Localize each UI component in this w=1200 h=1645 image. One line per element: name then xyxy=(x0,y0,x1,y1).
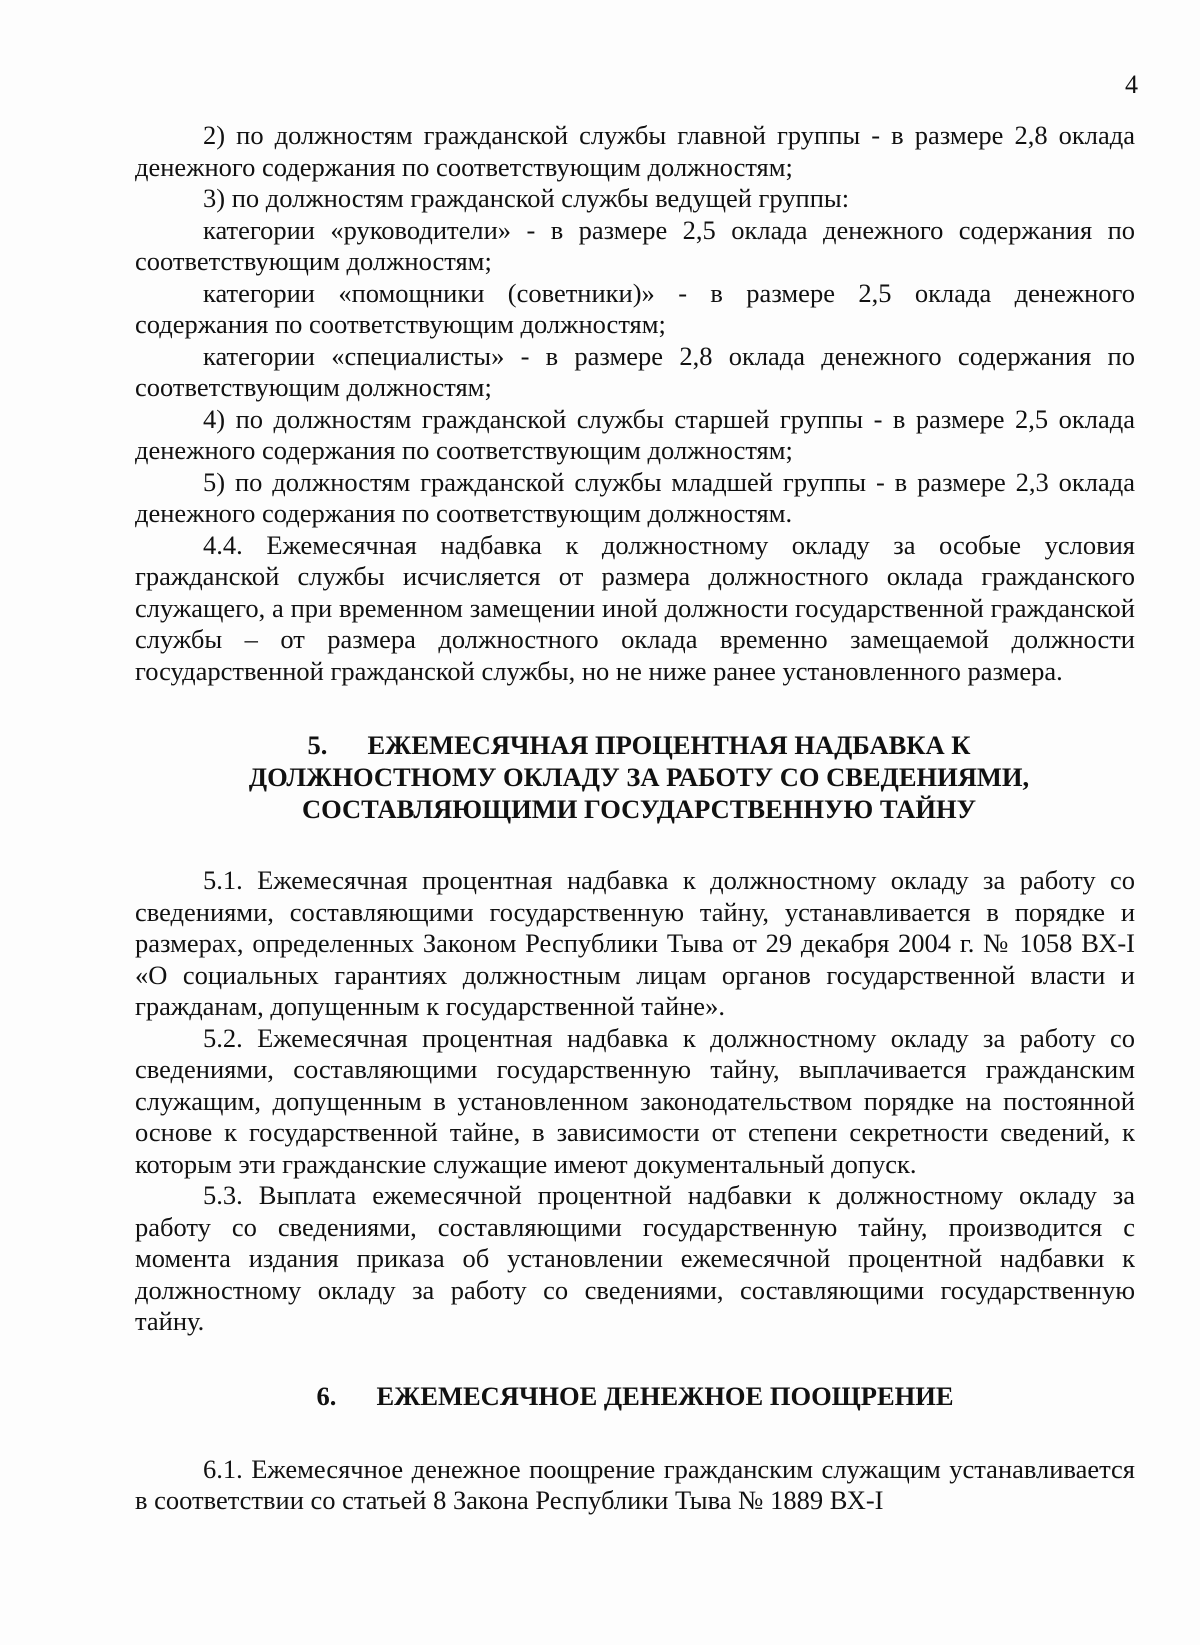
paragraph: 5.3. Выплата ежемесячной процентной надбавки к должностному окладу за работу со сведениями, составляющими государственную тайну, производится с момента издания приказа об установлении ежемесячной процентной надбавки к должностному окладу за работу со сведениями, составляющими государственную тайну. xyxy=(135,1180,1135,1336)
paragraph: категории «помощники (советники)» - в размере 2,5 оклада денежного содержания по соответствующим должностям; xyxy=(135,277,1135,339)
paragraph: 3) по должностям гражданской службы ведущей группы: xyxy=(203,183,850,213)
section-5-title-line xyxy=(143,729,1135,761)
paragraph: категории «руководители» - в размере 2,5 оклада денежного содержания по соответствующим должностям; xyxy=(135,214,1135,276)
section-5-title-line-1: ЕЖЕМЕСЯЧНАЯ ПРОЦЕНТНАЯ НАДБАВКА К xyxy=(367,730,971,760)
section-5-title-line-2: ДОЛЖНОСТНОМУ ОКЛАДУ ЗА РАБОТУ СО СВЕДЕНИЯМИ, xyxy=(248,762,1030,792)
paragraph: 5) по должностям гражданской службы младшей группы - в размере 2,3 оклада денежного содержания по соответствующим должностям. xyxy=(135,466,1135,528)
paragraph: категории «специалисты» - в размере 2,8 оклада денежного содержания по соответствующим должностям; xyxy=(135,340,1135,402)
section-5-number: 5. xyxy=(307,730,328,760)
page-number: 4 xyxy=(1125,70,1138,99)
section-5-title-line-3: СОСТАВЛЯЮЩИМИ ГОСУДАРСТВЕННУЮ ТАЙНУ xyxy=(301,794,977,824)
document-body xyxy=(135,120,1135,1517)
section-6-number: 6. xyxy=(316,1380,337,1411)
paragraph: 6.1. Ежемесячное денежное поощрение гражданским служащим устанавливается в соответствии со статьей 8 Закона Республики Тыва № 1889 ВХ-I xyxy=(135,1453,1135,1515)
paragraph: 4) по должностям гражданской службы старшей группы - в размере 2,5 оклада денежного содержания по соответствующим должностям; xyxy=(135,403,1135,465)
paragraph: 2) по должностям гражданской службы главной группы - в размере 2,8 оклада денежного содержания по соответствующим должностям; xyxy=(135,120,1135,182)
paragraph: 5.2. Ежемесячная процентная надбавка к должностному окладу за работу со сведениями, составляющими государственную тайну, выплачивается гражданским служащим, допущенным в установленном законодательством порядке на постоянной основе к государственной тайне, в зависимости от степени секретности сведений, к которым эти гражданские служащие имеют документальный допуск. xyxy=(135,1022,1135,1179)
section-5-heading xyxy=(135,729,1135,825)
section-6-title: ЕЖЕМЕСЯЧНОЕ ДЕНЕЖНОЕ ПООЩРЕНИЕ xyxy=(376,1380,954,1411)
paragraph: 4.4. Ежемесячная надбавка к должностному окладу за особые условия гражданской службы исчисляется от размера должностного оклада гражданского служащего, а при временном замещении иной должности государственной гражданской службы – от размера должностного оклада временно замещаемой должности государственной гражданской службы, но не ниже ранее установленного размера. xyxy=(135,529,1135,686)
section-6-heading xyxy=(135,1380,1135,1412)
paragraph: 5.1. Ежемесячная процентная надбавка к должностному окладу за работу со сведениями, составляющими государственную тайну, устанавливается в порядке и размерах, определенных Законом Республики Тыва от 29 декабря 2004 г. № 1058 ВХ-I «О социальных гарантиях должностным лицам органов государственной власти и гражданам, допущенным к государственной тайне». xyxy=(135,865,1135,1021)
